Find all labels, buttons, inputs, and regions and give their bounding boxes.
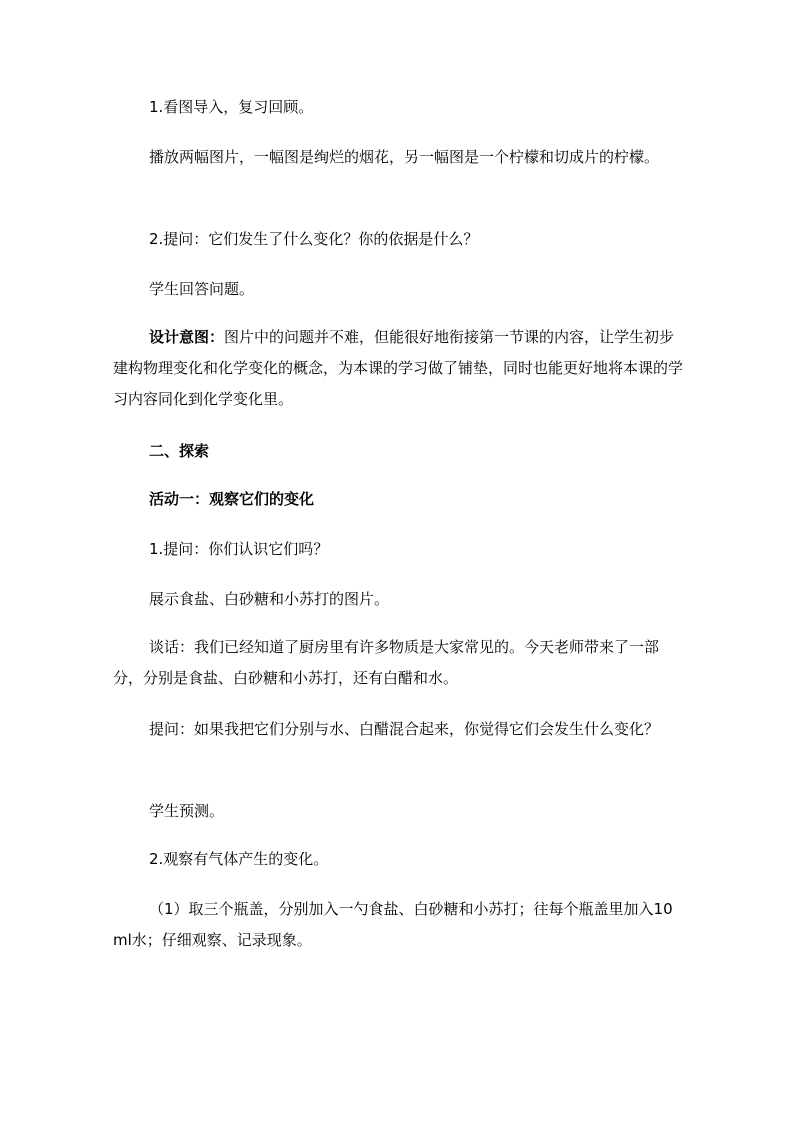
paragraph-design-intent [113, 322, 683, 415]
paragraph-observe-gas: 2.观察有气体产生的变化。 [149, 850, 329, 868]
paragraph-question-changes: 2.提问：它们发生了什么变化？你的依据是什么？ [149, 230, 479, 248]
activity-heading-observe: 活动一：观察它们的变化 [149, 490, 315, 508]
paragraph-question-recognize: 1.提问：你们认识它们吗？ [149, 540, 329, 558]
paragraph-question-mix: 提问：如果我把它们分别与水、白醋混合起来，你觉得它们会发生什么变化？ [149, 720, 660, 738]
paragraph-show-pictures: 展示食盐、白砂糖和小苏打的图片。 [149, 590, 390, 608]
paragraph-students-answer: 学生回答问题。 [149, 280, 255, 298]
paragraph-conversation: 谈话：我们已经知道了厨房里有许多物质是大家常见的。今天老师带来了一部分，分别是食盐、白砂糖和小苏打，还有白醋和水。 [113, 638, 660, 687]
paragraph-play-images: 播放两幅图片，一幅图是绚烂的烟花，另一幅图是一个柠檬和切成片的柠檬。 [149, 148, 660, 166]
design-intent-label: 设计意图： [149, 328, 225, 346]
design-intent-text: 图片中的问题并不难，但能很好地衔接第一节课的内容，让学生初步建构物理变化和化学变化的概念，为本课的学习做了铺垫，同时也能更好地将本课的学习内容同化到化学变化里。 [113, 328, 684, 408]
paragraph-students-predict: 学生预测。 [149, 802, 225, 820]
paragraph-step-one: （1）取三个瓶盖，分别加入一勺食盐、白砂糖和小苏打；往每个瓶盖里加入10ml水；仔细观察、记录现象。 [113, 900, 673, 949]
paragraph-intro-review: 1.看图导入，复习回顾。 [149, 98, 314, 116]
section-heading-explore: 二、探索 [149, 442, 210, 460]
